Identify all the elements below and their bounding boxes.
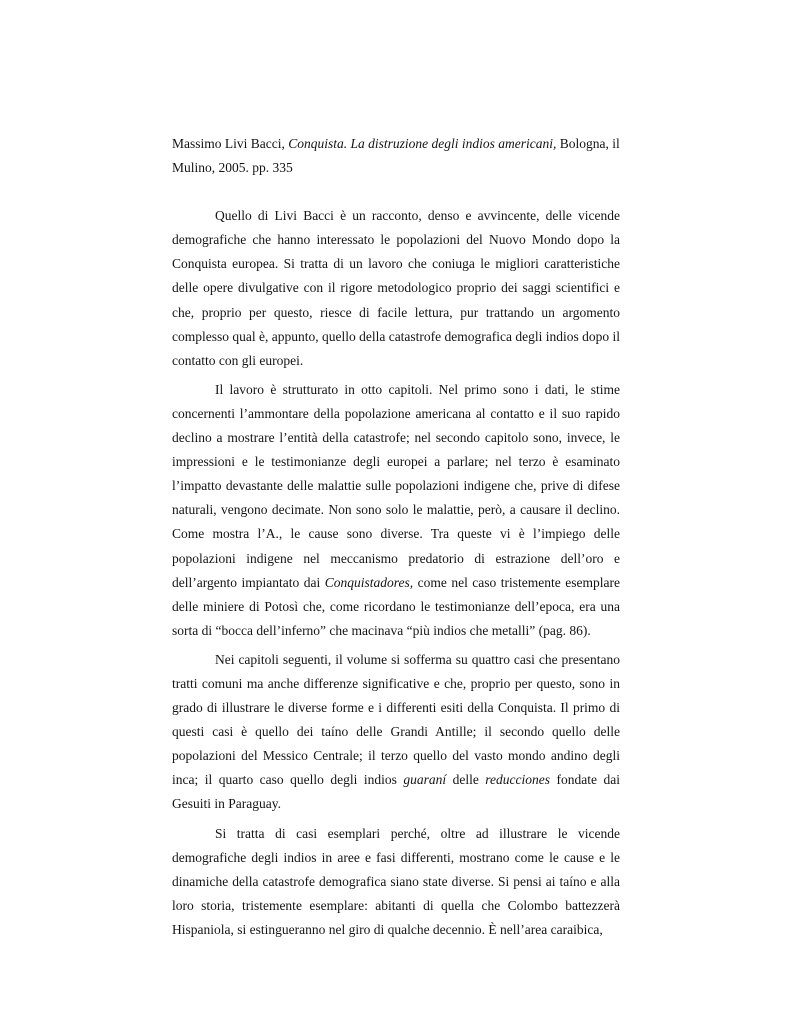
- paragraph-2: [172, 378, 620, 643]
- paragraph-4: Si tratta di casi esemplari perché, oltre ad illustrare le vicende demografiche degli indios in aree e fasi differenti, mostrano come le cause e le dinamiche della catastrofe demografica siano state diverse. Si pensi ai taíno e alla loro storia, tristemente esemplare: abitanti di quella che Colombo battezzerà Hispaniola, si estingueranno nel giro di qualche decennio. È nell’area caraibica,: [172, 825, 620, 937]
- bibliographic-citation: [172, 132, 620, 180]
- paragraph-3: [172, 648, 620, 817]
- paragraph-2-emphasis: Conquistadores,: [324, 574, 414, 590]
- paragraph-3-text-c: fondate dai Gesuiti in Paraguay.: [172, 772, 620, 812]
- citation-publisher: Bologna, il Mulino, 2005. pp. 335: [172, 136, 620, 176]
- paragraph-1: Quello di Livi Bacci è un racconto, denso e avvincente, delle vicende demografiche che hanno interessato le popolazioni del Nuovo Mondo dopo la Conquista europea. Si tratta di un lavoro che coniuga le migliori caratteristiche delle opere divulgative con il rigore metodologico proprio dei saggi scientifici e che, proprio per questo, riesce di facile lettura, pur trattando un argomento complesso qual è, appunto, quello della catastrofe demografica degli indios dopo il contatto con gli europei.: [172, 208, 620, 368]
- citation-author: Massimo Livi Bacci,: [172, 136, 289, 151]
- paragraph-3-emphasis-2: reducciones: [485, 772, 551, 788]
- paragraph-3-text-a: Nei capitoli seguenti, il volume si sofferma su quattro casi che presentano tratti comuni ma anche differenze significative e che, proprio per questo, sono in grado di illustrare le diverse forme e i differenti esiti della Conquista. Il primo di questi casi è quello dei taíno delle Grandi Antille; il secondo quello delle popolazioni del Messico Centrale; il terzo quello del vasto mondo andino degli inca; il quarto caso quello degli indios: [172, 651, 620, 788]
- paragraph-2-text-b: come nel caso tristemente esemplare delle miniere di Potosì che, come ricordano le testimonianze dell’epoca, era una sorta di “bocca dell’inferno” che macinava “più indios che metalli” (pag. 86).: [172, 574, 620, 638]
- citation-title: Conquista. La distruzione degli indios americani,: [288, 136, 557, 151]
- paragraph-3-text-b: delle: [446, 772, 486, 788]
- paragraph-2-text-a: Il lavoro è strutturato in otto capitoli. Nel primo sono i dati, le stime concernenti l’ammontare della popolazione americana al contatto e il suo rapido declino a mostrare l’entità della catastrofe; nel secondo capitolo sono, invece, le impressioni e le testimonianze degli europei a parlare; nel terzo è esaminato l’impatto devastante delle malattie sulle popolazioni indigene che, prive di difese naturali, vengono decimate. Non sono solo le malattie, però, a causare il declino. Come mostra l’A., le cause sono diverse. Tra queste vi è l’impiego delle popolazioni indigene nel meccanismo predatorio di estrazione dell’oro e dell’argento impiantato dai: [172, 381, 620, 590]
- review-body: [172, 132, 620, 942]
- paragraph-3-emphasis-1: guaraní: [403, 772, 447, 788]
